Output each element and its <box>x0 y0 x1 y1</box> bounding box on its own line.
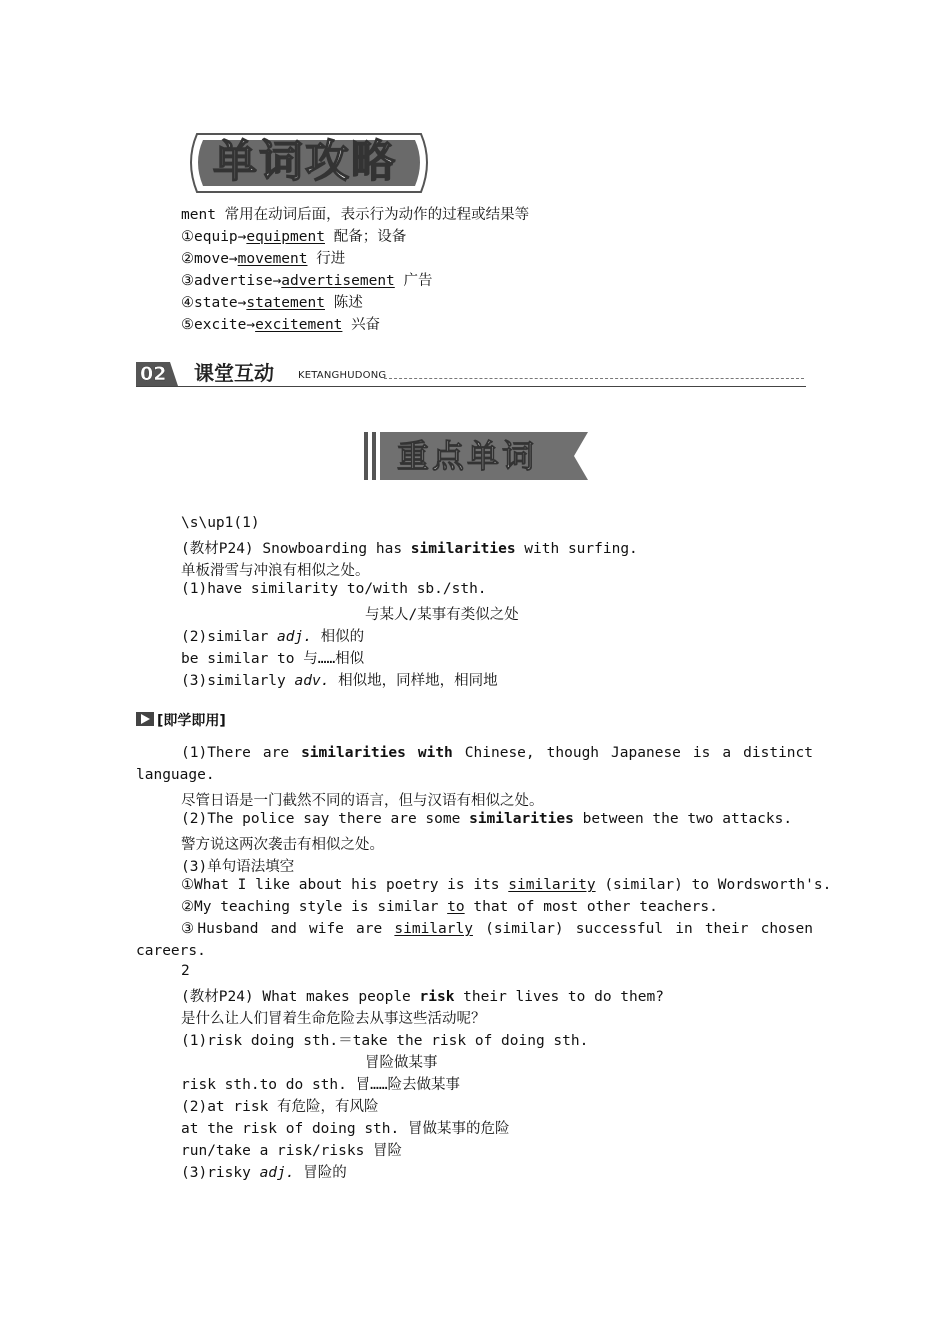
phrase: run/take a risk/risks 冒险 <box>181 1143 403 1159</box>
phrase: (3)risky adj. 冒险的 <box>181 1165 347 1181</box>
exercise-item: ③Husband and wife are similarly (similar) successful in their chosen <box>181 921 813 937</box>
example-sentence: (1)There are similarities with Chinese, though Japanese is a distinct <box>181 745 813 761</box>
phrase: (2)similar adj. 相似的 <box>181 629 365 645</box>
entry-number: 2 <box>181 963 190 979</box>
list-item: ①equip→equipment 配备；设备 <box>181 229 407 245</box>
phrase: (2)at risk 有危险，有风险 <box>181 1099 379 1115</box>
example-sentence-cont: language. <box>136 767 215 783</box>
source-sentence: (教材P24) What makes people risk their lives to do them? <box>181 989 664 1005</box>
exercise-item: ②My teaching style is similar to that of most other teachers. <box>181 899 718 915</box>
section-pinyin: KETANGHUDONG <box>298 370 387 381</box>
play-icon <box>136 712 154 726</box>
section-header <box>136 358 806 392</box>
translation: 警方说这两次袭击有相似之处。 <box>181 837 384 853</box>
list-item: ③advertise→advertisement 广告 <box>181 273 433 289</box>
source-sentence: (教材P24) Snowboarding has similarities with surfing. <box>181 541 638 557</box>
section-title: 课堂互动 <box>194 361 274 385</box>
exercise-item: ①What I like about his poetry is its similarity (similar) to Wordsworth's. <box>181 877 832 893</box>
phrase: (1)risk doing sth.＝take the risk of doing sth. <box>181 1033 589 1049</box>
banner-title: 重点单词 <box>397 437 538 475</box>
solid-divider <box>136 386 806 387</box>
banner-title: 单词攻略 <box>213 136 397 187</box>
section-number-badge: 02 <box>136 362 178 386</box>
example-sentence: (2)The police say there are some similarities between the two attacks. <box>181 811 793 827</box>
key-words-banner <box>364 432 588 480</box>
translation: 是什么让人们冒着生命危险去从事这些活动呢？ <box>181 1011 486 1027</box>
translation: 单板滑雪与冲浪有相似之处。 <box>181 563 370 579</box>
entry-code: \s\up1(1) <box>181 515 260 531</box>
translation: 尽管日语是一门截然不同的语言，但与汉语有相似之处。 <box>181 793 544 809</box>
vocabulary-strategy-banner <box>183 128 435 196</box>
phrase: risk sth.to do sth. 冒……险去做某事 <box>181 1077 461 1093</box>
exercise-title: (3)单句语法填空 <box>181 859 295 875</box>
practice-label: [即学即用] <box>136 710 226 730</box>
phrase: be similar to 与……相似 <box>181 651 365 667</box>
dashed-divider <box>384 378 804 379</box>
word-building-intro: ment 常用在动词后面，表示行为动作的过程或结果等 <box>181 207 530 223</box>
phrase: (3)similarly adv. 相似地，同样地，相同地 <box>181 673 498 689</box>
list-item: ④state→statement 陈述 <box>181 295 363 311</box>
phrase-meaning: 与某人/某事有类似之处 <box>365 607 519 623</box>
list-item: ⑤excite→excitement 兴奋 <box>181 317 381 333</box>
list-item: ②move→movement 行进 <box>181 251 346 267</box>
phrase-meaning: 冒险做某事 <box>365 1055 438 1071</box>
phrase: at the risk of doing sth. 冒做某事的危险 <box>181 1121 510 1137</box>
phrase: (1)have similarity to/with sb./sth. <box>181 581 487 597</box>
exercise-item-cont: careers. <box>136 943 206 959</box>
